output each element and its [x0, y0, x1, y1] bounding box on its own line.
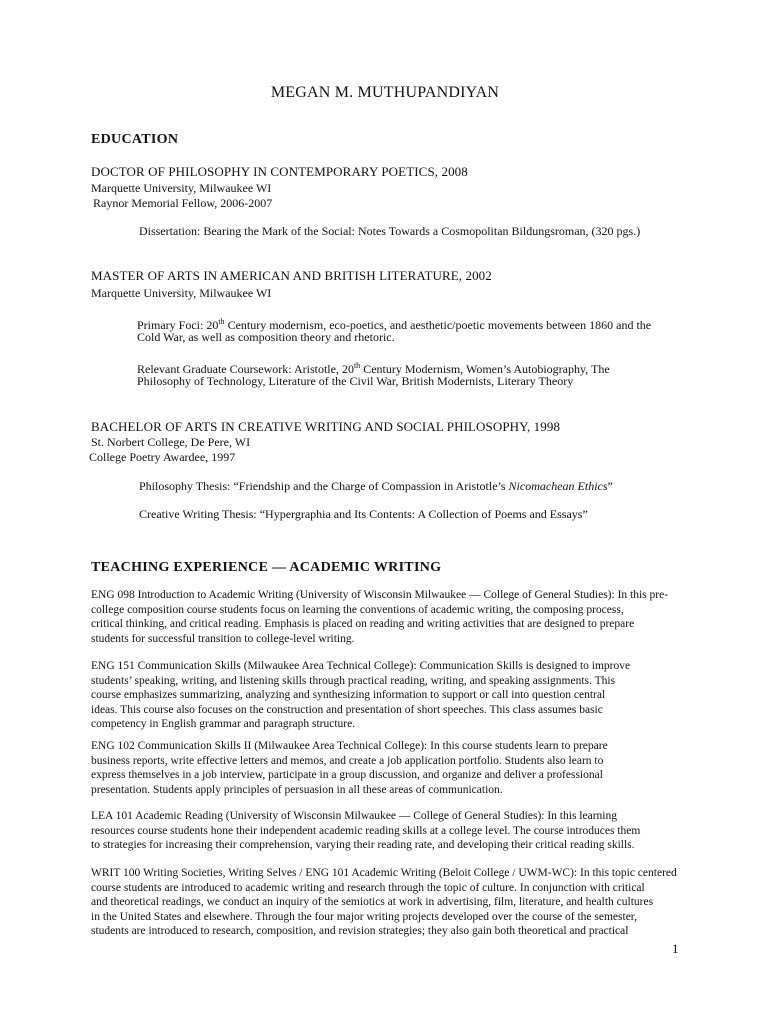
page-number: 1 [672, 941, 679, 956]
ma-foci: Primary Foci: 20th Century modernism, eco-poetics, and aesthetic/poetic movements between 1860 and the [137, 317, 652, 332]
phd-school: Marquette University, Milwaukee WI [91, 181, 272, 195]
teaching-heading: TEACHING EXPERIENCE — ACADEMIC WRITING [91, 560, 442, 575]
teaching-entry: LEA 101 Academic Reading (University of Wisconsin Milwaukee — College of General Studies): In this learning resources course students hone their independent academic reading skills at a college level. The course introduces them to strategies for increasing their comprehension, varying their reading rate, and developing their critical reading skills. [91, 810, 641, 852]
ba-philosophy-thesis: Philosophy Thesis: “Friendship and the Charge of Compassion in Aristotle’s Nicomachean Ethics” [139, 479, 613, 493]
education-heading: EDUCATION [91, 132, 179, 147]
ba-award: College Poetry Awardee, 1997 [89, 450, 236, 464]
ma-coursework: Relevant Graduate Coursework: Aristotle, 20th Century Modernism, Women’s Autobiography, The [137, 361, 610, 376]
teaching-entry: WRIT 100 Writing Societies, Writing Selves / ENG 101 Academic Writing (Beloit College / UWM-WC): In this topic centered course students are introduced to academic writing and research through the topic of culture. In conjunction with critical and theoretical readings, we conduct an inquiry of the semiotics at work in advertising, film, literature, and health cultures in the United States and elsewhere. Through the four major writing projects developed over the course of the semester, students are introduced to research, composition, and revision strategies; they also gain both theoretical and practical [91, 867, 677, 938]
ba-title: BACHELOR OF ARTS IN CREATIVE WRITING AND SOCIAL PHILOSOPHY, 1998 [91, 419, 561, 434]
resume-name: MEGAN M. MUTHUPANDIYAN [270, 84, 500, 101]
teaching-entry: ENG 151 Communication Skills (Milwaukee Area Technical College): Communication Skills is designed to improve students’ speaking, writing, and listening skills through practical reading, writing, and speaking assignments. This course emphasizes summarizing, analyzing and synthesizing information to support or call into question central ideas. This course also focuses on the construction and presentation of short speeches. This class assumes basic competency in English grammar and paragraph structure. [91, 660, 631, 731]
ba-school: St. Norbert College, De Pere, WI [91, 435, 251, 449]
phd-dissertation: Dissertation: Bearing the Mark of the Social: Notes Towards a Cosmopolitan Bildungsroman, (320 pgs.) [139, 224, 641, 238]
teaching-entry: ENG 098 Introduction to Academic Writing (University of Wisconsin Milwaukee — College of General Studies): In this pre- college composition course students focus on learning the conventions of academic writing, the composing process, critical thinking, and critical reading. Emphasis is placed on reading and writing activities that are designed to prepare students for successful transition to college-level writing. [91, 589, 669, 645]
ma-foci-line2: Cold War, as well as composition theory and rhetoric. [137, 330, 395, 344]
ma-school: Marquette University, Milwaukee WI [91, 286, 272, 300]
phd-award: Raynor Memorial Fellow, 2006-2007 [93, 196, 273, 210]
ma-coursework-line2: Philosophy of Technology, Literature of the Civil War, British Modernists, Literary Theory [137, 374, 574, 388]
teaching-entry: ENG 102 Communication Skills II (Milwaukee Area Technical College): In this course students learn to prepare business reports, write effective letters and memos, and create a job application portfolio. Students also learn to express themselves in a job interview, participate in a group discussion, and organize and deliver a professional presentation. Students apply principles of persuasion in all these areas of communication. [91, 740, 608, 796]
phd-title: DOCTOR OF PHILOSOPHY IN CONTEMPORARY POETICS, 2008 [91, 164, 468, 179]
ma-title: MASTER OF ARTS IN AMERICAN AND BRITISH LITERATURE, 2002 [91, 268, 492, 283]
ba-creative-thesis: Creative Writing Thesis: “Hypergraphia and Its Contents: A Collection of Poems and Essays” [139, 507, 588, 521]
